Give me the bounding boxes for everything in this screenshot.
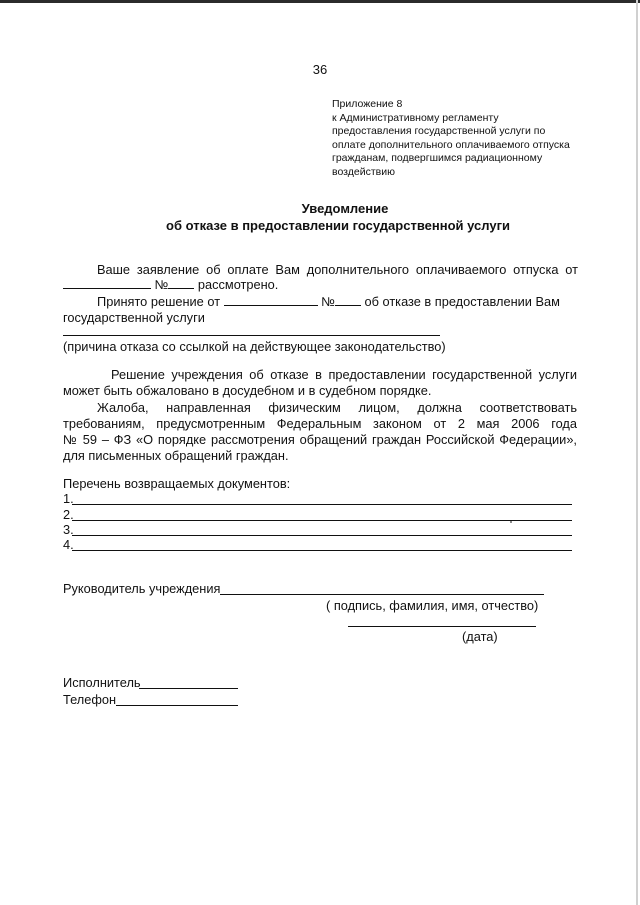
page-number: 36 bbox=[312, 62, 328, 77]
notice-title: Уведомление bbox=[301, 201, 389, 216]
complaint-text-2: требованиям, предусмотренным Федеральным законом от 2 мая 2006 года bbox=[63, 416, 577, 431]
head-signature-caption: ( подпись, фамилия, имя, отчество) bbox=[326, 598, 539, 613]
appendix-line: предоставления государственной услуги по bbox=[332, 125, 546, 137]
decision-date-blank[interactable] bbox=[224, 294, 318, 306]
document-item-line[interactable] bbox=[72, 520, 572, 521]
refusal-text: об отказе в предоставлении Вам bbox=[364, 294, 560, 309]
decision-label: Принято решение от bbox=[97, 294, 221, 309]
head-label: Руководитель учреждения bbox=[63, 581, 221, 596]
phone-line[interactable] bbox=[116, 705, 238, 706]
service-text: государственной услуги bbox=[63, 310, 205, 325]
appeal-text: Решение учреждения об отказе в предоставлении государственной услуги bbox=[111, 367, 577, 382]
appeal-text-2: может быть обжаловано в досудебном и в судебном порядке. bbox=[63, 383, 432, 398]
document-item-line[interactable] bbox=[72, 504, 572, 505]
complaint-text-4: для письменных обращений граждан. bbox=[63, 448, 289, 463]
appendix-line: к Административному регламенту bbox=[332, 111, 499, 124]
application-date-blank[interactable] bbox=[63, 277, 151, 289]
date-caption: (дата) bbox=[462, 629, 498, 644]
head-signature-line[interactable] bbox=[220, 594, 544, 595]
decision-line bbox=[97, 294, 560, 310]
refusal-reason-caption: (причина отказа со ссылкой на действующее законодательство) bbox=[63, 339, 446, 354]
executor-line[interactable] bbox=[139, 688, 238, 689]
notice-subtitle: об отказе в предоставлении государственной услуги bbox=[166, 218, 510, 233]
application-text: Ваше заявление об оплате Вам дополнительного оплачиваемого отпуска от bbox=[97, 262, 578, 277]
phone-label: Телефон bbox=[63, 692, 117, 707]
appendix-line: оплате дополнительного оплачиваемого отпуска bbox=[332, 138, 570, 151]
scan-right-edge bbox=[636, 0, 638, 905]
document-item-number: 3. bbox=[63, 522, 74, 537]
appendix-note bbox=[332, 98, 592, 179]
appendix-line: Приложение 8 bbox=[332, 98, 403, 110]
documents-heading: Перечень возвращаемых документов: bbox=[63, 476, 291, 491]
application-number-blank[interactable] bbox=[168, 277, 194, 289]
number-sign: № bbox=[321, 294, 335, 309]
number-sign: № bbox=[154, 277, 169, 292]
complaint-text-3: № 59 – ФЗ «О порядке рассмотрения обращений граждан Российской Федерации», bbox=[63, 432, 577, 447]
scan-top-edge bbox=[0, 0, 640, 3]
considered-text: рассмотрено. bbox=[197, 277, 279, 292]
decision-number-blank[interactable] bbox=[335, 294, 361, 306]
appendix-line: гражданам, подвергшимся радиационному bbox=[332, 152, 543, 164]
document-item-number: 4. bbox=[63, 537, 74, 552]
refusal-reason-line[interactable] bbox=[63, 335, 440, 336]
executor-label: Исполнитель bbox=[63, 675, 141, 690]
document-item-number: 2. bbox=[63, 507, 74, 522]
scan-speck bbox=[510, 521, 512, 523]
application-line-2 bbox=[63, 277, 278, 293]
document-item-line[interactable] bbox=[72, 550, 572, 551]
date-line[interactable] bbox=[348, 626, 536, 627]
complaint-text: Жалоба, направленная физическим лицом, должна соответствовать bbox=[97, 400, 577, 415]
document-item-number: 1. bbox=[63, 491, 74, 506]
document-item-line[interactable] bbox=[72, 535, 572, 536]
appendix-line: воздействию bbox=[332, 165, 395, 178]
